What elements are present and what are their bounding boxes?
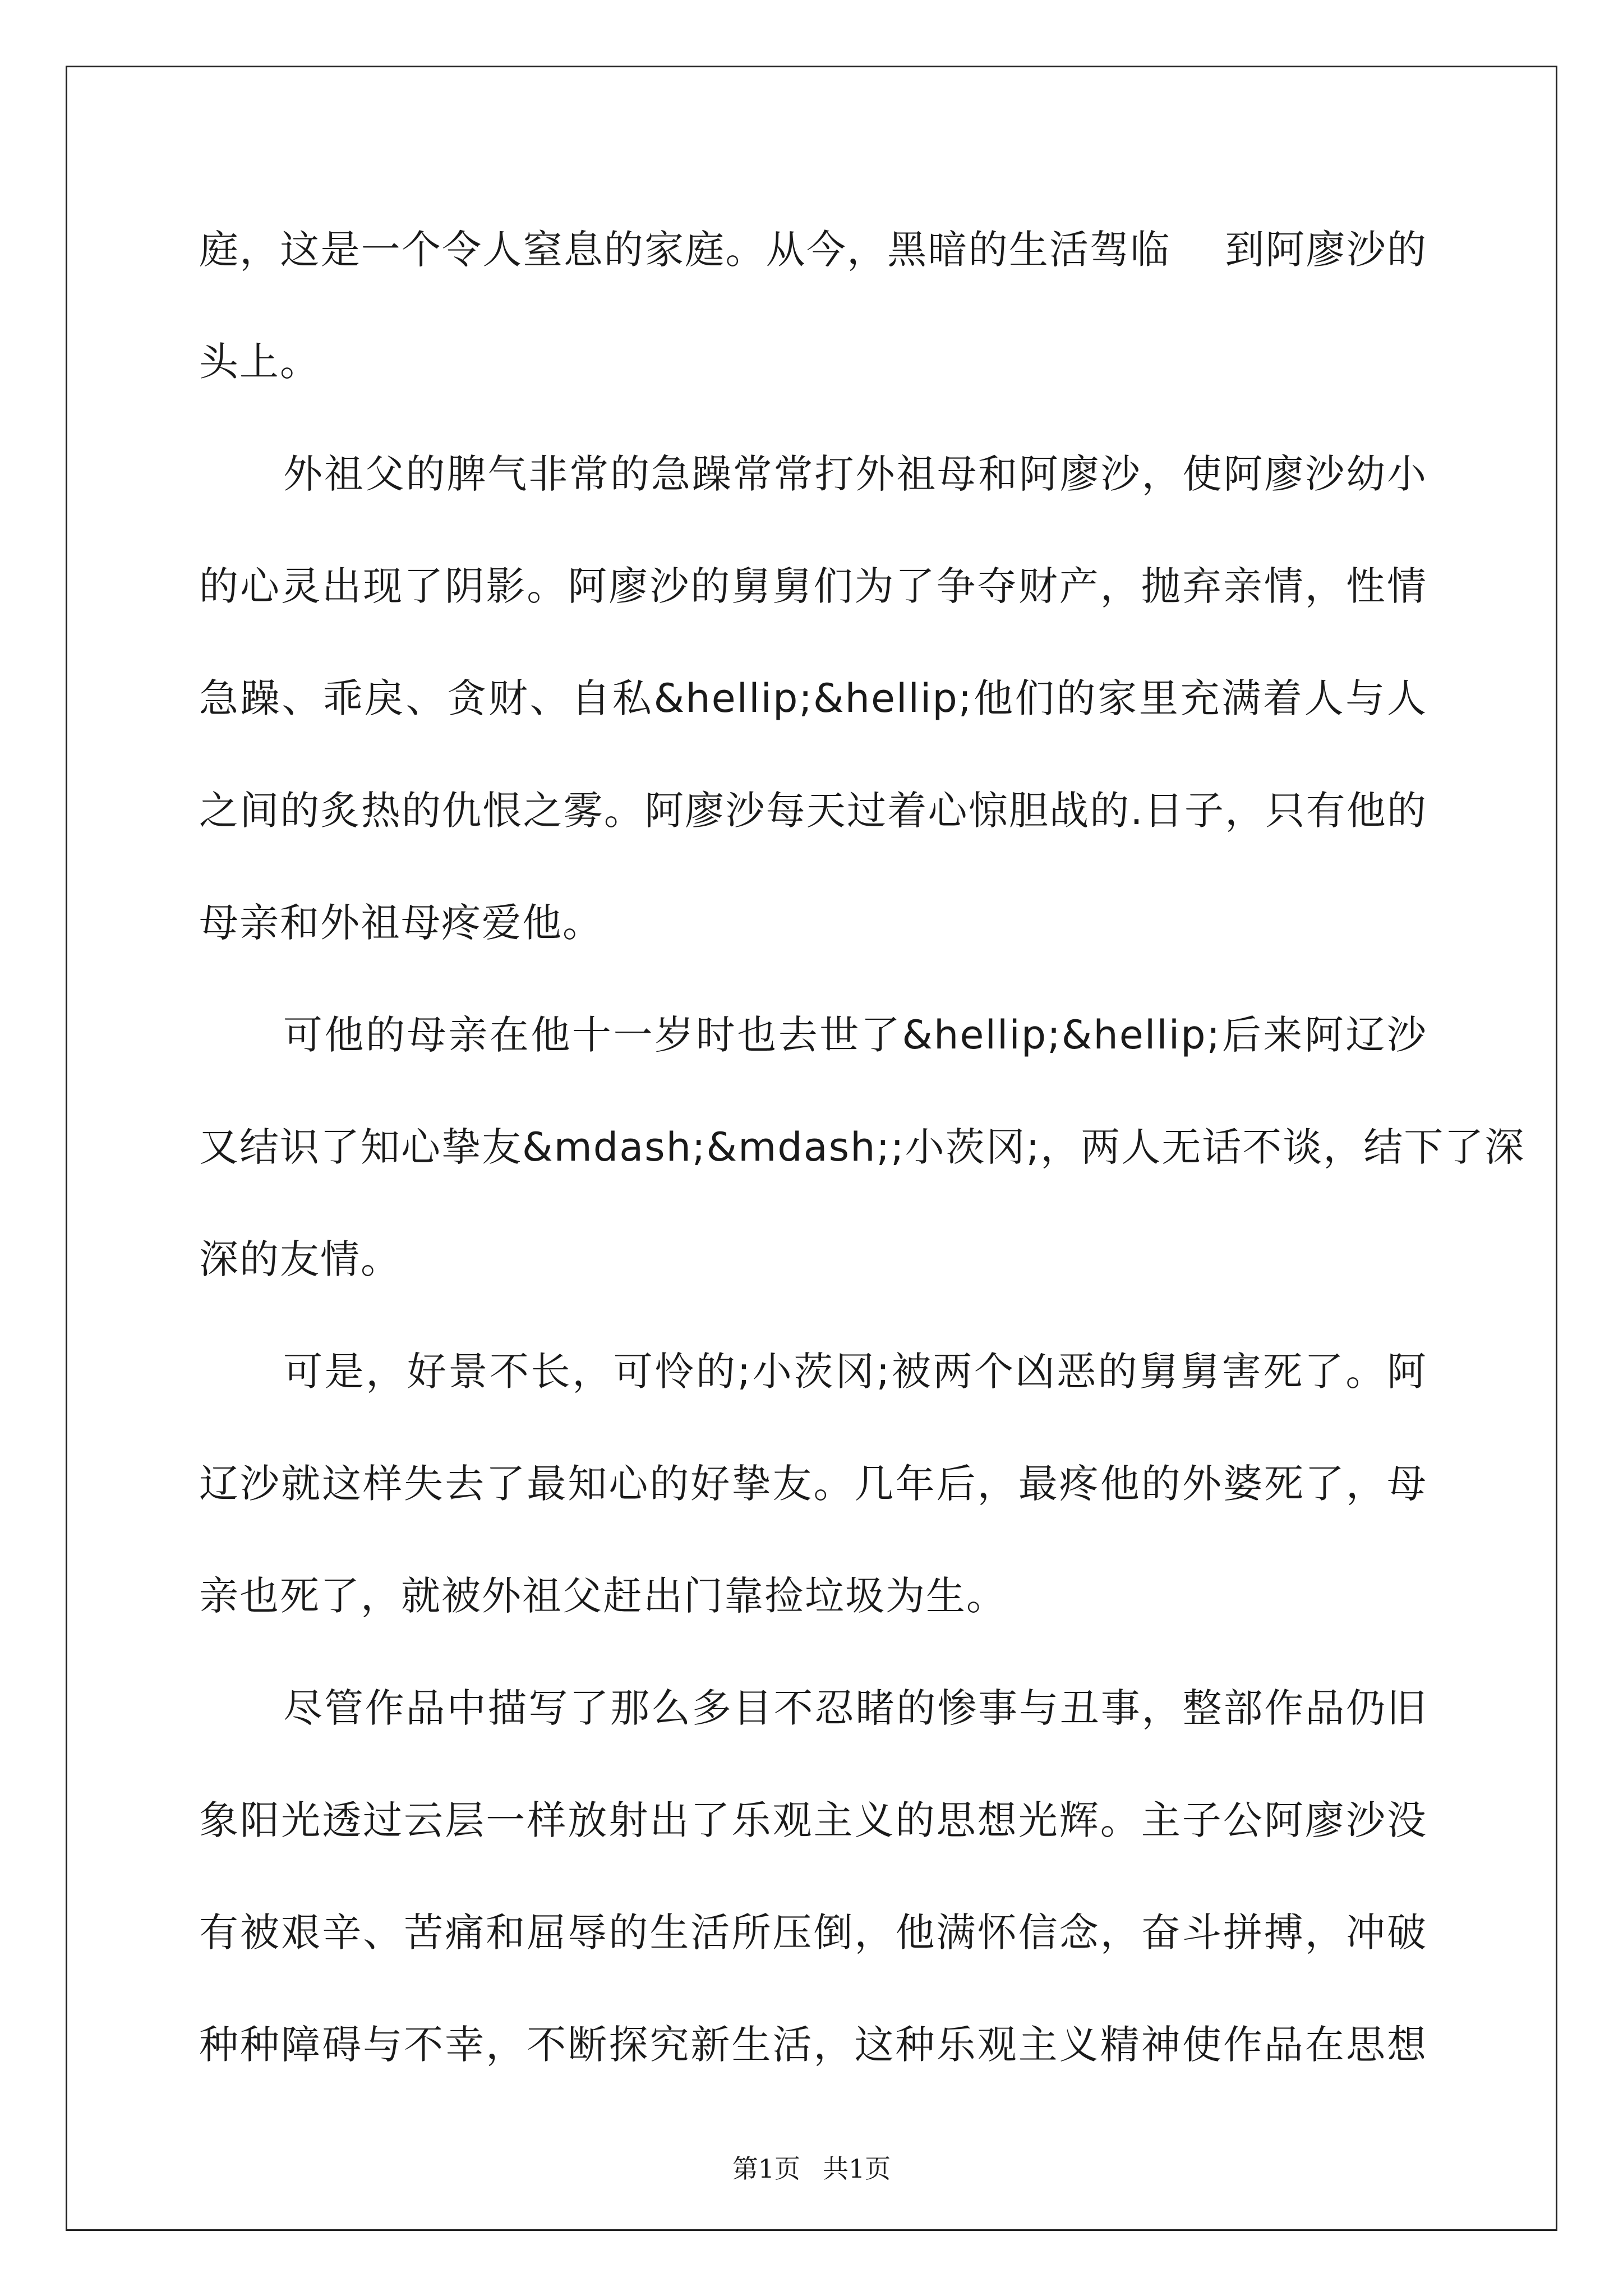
paragraph-start-line: 外祖父的脾气非常的急躁常常打外祖母和阿廖沙，使阿廖沙幼小 <box>283 451 1427 497</box>
text-line: 深的友情。 <box>199 1236 401 1282</box>
text-line: 急躁、乖戾、贪财、自私&hellip;&hellip;他们的家里充满着人与人 <box>199 675 1427 721</box>
page-number: 第1页 <box>732 2154 800 2184</box>
paragraph-start-line: 尽管作品中描写了那么多目不忍睹的惨事与丑事，整部作品仍旧 <box>283 1685 1427 1731</box>
text-line: 头上。 <box>199 339 320 385</box>
text-line: 母亲和外祖母疼爱他。 <box>199 900 603 946</box>
paragraph-start-line: 可是，好景不长，可怜的;小茨冈;被两个凶恶的舅舅害死了。阿 <box>283 1349 1427 1395</box>
paragraph-start-line: 可他的母亲在他十一岁时也去世了&hellip;&hellip;后来阿辽沙 <box>283 1012 1427 1058</box>
text-line: 庭，这是一个令人窒息的家庭。从今，黑暗的生活驾临 到阿廖沙的 <box>199 227 1427 273</box>
document-body <box>199 194 1525 2101</box>
text-line: 象阳光透过云层一样放射出了乐观主义的思想光辉。主子公阿廖沙没 <box>199 1797 1427 1843</box>
text-line: 的心灵出现了阴影。阿廖沙的舅舅们为了争夺财产，抛弃亲情，性情 <box>199 563 1427 609</box>
page-total: 共1页 <box>823 2154 891 2184</box>
text-line: 有被艰辛、苦痛和屈辱的生活所压倒，他满怀信念，奋斗拼搏，冲破 <box>199 1910 1427 1955</box>
text-line: 辽沙就这样失去了最知心的好挚友。几年后，最疼他的外婆死了，母 <box>199 1461 1427 1507</box>
text-line: 又结识了知心挚友&mdash;&mdash;;小茨冈;，两人无话不谈，结下了深 <box>199 1124 1525 1170</box>
text-line: 亲也死了，就被外祖父赶出门靠捡垃圾为生。 <box>199 1573 1007 1619</box>
text-line: 之间的炙热的仇恨之雾。阿廖沙每天过着心惊胆战的.日子，只有他的 <box>199 788 1427 834</box>
text-line: 种种障碍与不幸，不断探究新生活，这种乐观主义精神使作品在思想 <box>199 2022 1427 2068</box>
page-footer <box>0 2148 1623 2185</box>
